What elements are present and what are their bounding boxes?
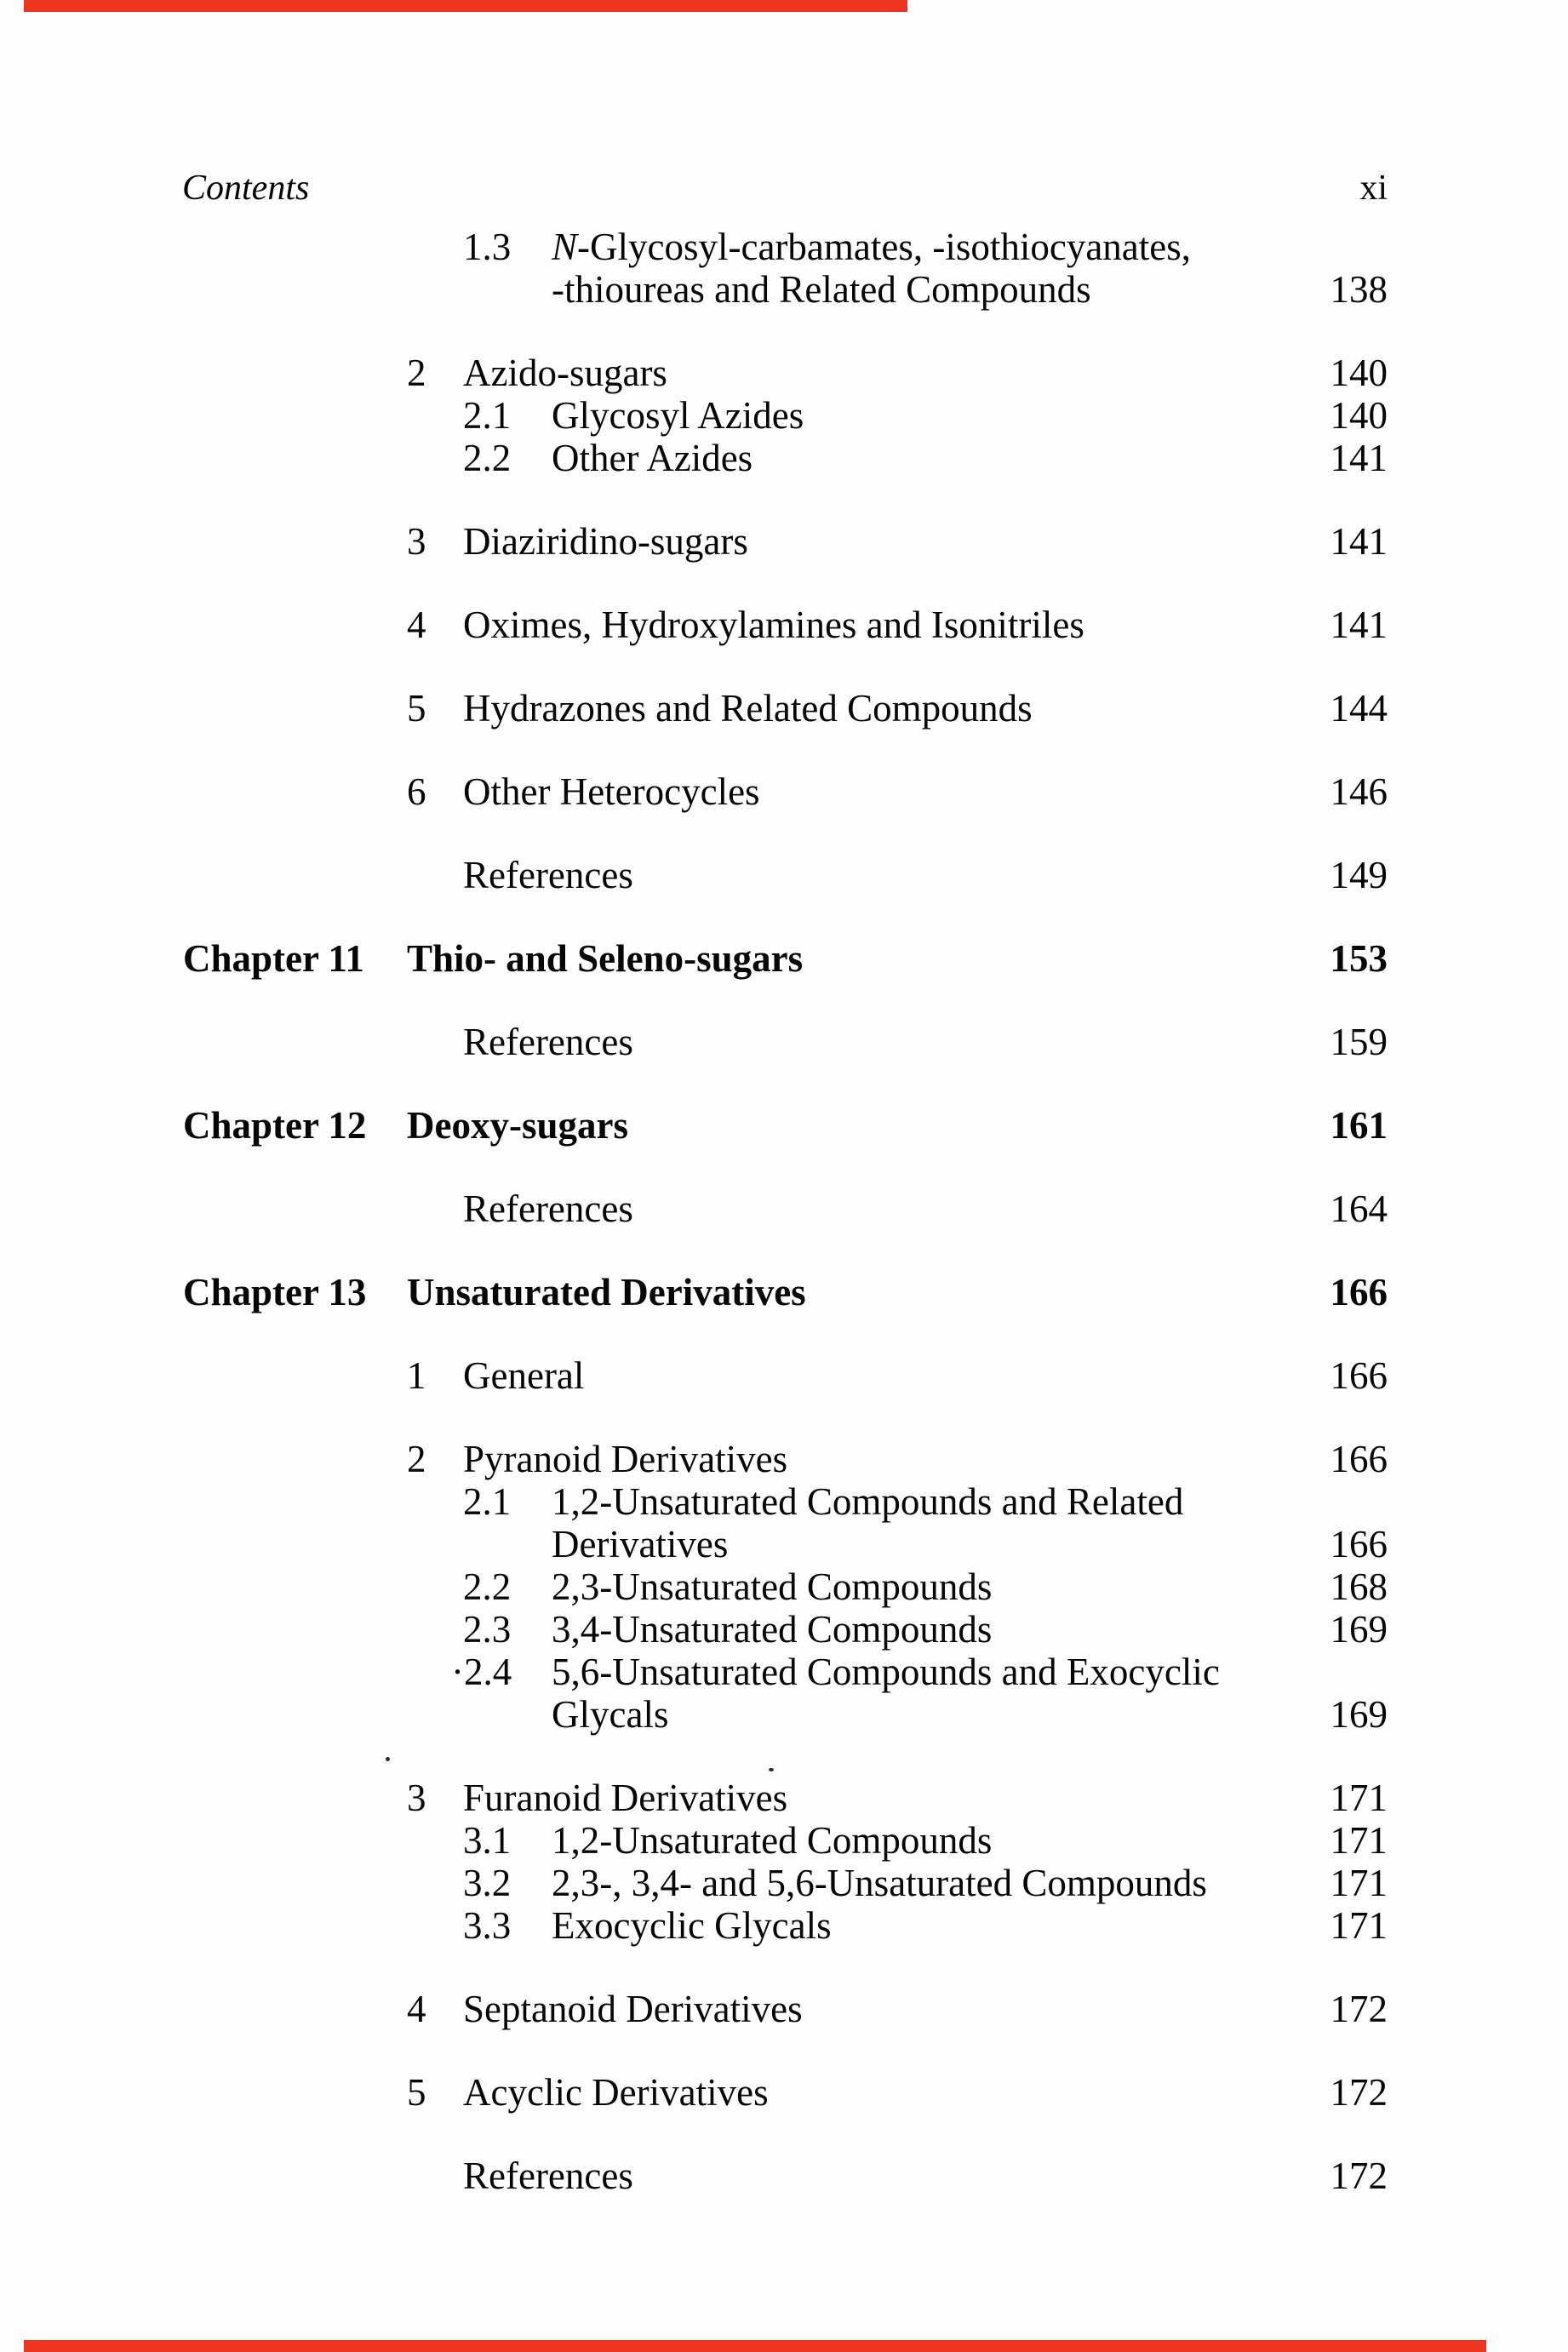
toc-row	[0, 2071, 1568, 2118]
toc-section-number: 4	[407, 1988, 426, 2030]
toc-section-number: 3	[407, 520, 426, 563]
toc-chapter-title: Thio- and Seleno-sugars	[407, 937, 804, 980]
toc-page-number: 166	[1330, 1271, 1388, 1313]
toc-page-number: 169	[1330, 1693, 1388, 1736]
toc-entry-title: Oximes, Hydroxylamines and Isonitriles	[463, 604, 1084, 646]
toc-entry-title-continued: Derivatives	[552, 1523, 729, 1565]
toc-page-number: 141	[1330, 437, 1388, 479]
toc-page-number: 138	[1330, 268, 1388, 311]
italic-lead: N	[552, 226, 578, 268]
title-text: -Glycosyl-carbamates, -isothiocyanates,	[577, 226, 1192, 268]
toc-entry-title-continued: -thioureas and Related Compounds	[552, 268, 1091, 311]
toc-entry-title: 3,4-Unsaturated Compounds	[552, 1608, 993, 1651]
toc-page-number: 166	[1330, 1354, 1388, 1397]
toc-page-number: 166	[1330, 1438, 1388, 1480]
toc-row	[0, 394, 1568, 441]
toc-row	[0, 1693, 1568, 1740]
toc-chapter-row	[0, 937, 1568, 984]
toc-entry-title: 1,2-Unsaturated Compounds	[552, 1819, 993, 1862]
toc-subsection-number: 2.1	[463, 1480, 512, 1523]
toc-chapter-row	[0, 1273, 1568, 1318]
toc-subsection-number: 2.1	[463, 394, 512, 437]
page-number-roman: xi	[1359, 169, 1388, 208]
toc-page-number: 140	[1330, 352, 1388, 394]
toc-page-number: 164	[1330, 1187, 1388, 1230]
toc-section-number: 6	[407, 770, 426, 813]
toc-references-label: References	[463, 854, 633, 896]
toc-page-number: 141	[1330, 604, 1388, 646]
toc-references-label: References	[463, 2155, 633, 2197]
toc-subsection-number: 1.3	[463, 226, 512, 268]
toc-row	[0, 1565, 1568, 1612]
toc-subsection-number: 3.1	[463, 1819, 512, 1862]
toc-entry-title: Azido-sugars	[463, 352, 667, 394]
toc-row	[0, 1525, 1568, 1570]
toc-section-number: 3	[407, 1777, 426, 1819]
toc-row	[0, 1864, 1568, 1908]
toc-row	[0, 1440, 1568, 1485]
toc-row	[0, 1653, 1568, 1697]
toc-row	[0, 1023, 1568, 1067]
toc-entry-title: 2,3-, 3,4- and 5,6-Unsaturated Compounds	[552, 1862, 1207, 1904]
toc-page-number: 144	[1330, 687, 1388, 730]
toc-row	[0, 606, 1568, 650]
toc-page-number: 171	[1330, 1777, 1388, 1819]
toc-subsection-number: ·2.4	[451, 1651, 512, 1693]
toc-subsection-number: 3.3	[463, 1904, 512, 1947]
toc-row	[0, 354, 1568, 398]
running-head-contents: Contents	[182, 169, 310, 208]
toc-page-number: 171	[1330, 1819, 1388, 1862]
toc-entry-title: 2,3-Unsaturated Compounds	[552, 1565, 993, 1608]
toc-section-number: 4	[407, 604, 426, 646]
toc-chapter-label: Chapter 12	[183, 1104, 367, 1147]
toc-page-number: 140	[1330, 394, 1388, 437]
toc-row	[0, 1819, 1568, 1866]
toc-page-number: 172	[1330, 2071, 1388, 2114]
toc-chapter-title: Unsaturated Derivatives	[407, 1271, 806, 1313]
toc-row	[0, 1904, 1568, 1951]
toc-entry-title: Pyranoid Derivatives	[463, 1438, 788, 1480]
toc-row	[0, 687, 1568, 734]
toc-entry-title: Hydrazones and Related Compounds	[463, 687, 1033, 730]
toc-entry-title: Septanoid Derivatives	[463, 1988, 803, 2030]
toc-page-number: 172	[1330, 2155, 1388, 2197]
toc-section-number: 5	[407, 2071, 426, 2114]
toc-chapter-label: Chapter 11	[183, 937, 364, 980]
toc-row	[0, 1187, 1568, 1234]
scan-speck	[386, 1757, 390, 1761]
toc-chapter-title: Deoxy-sugars	[407, 1104, 628, 1147]
toc-entry-title: Furanoid Derivatives	[463, 1777, 788, 1819]
toc-page-number: 168	[1330, 1565, 1388, 1608]
toc-chapter-label: Chapter 13	[183, 1271, 367, 1313]
toc-row	[0, 1779, 1568, 1823]
toc-entry-title: Acyclic Derivatives	[463, 2071, 769, 2114]
toc-page-number: 159	[1330, 1021, 1388, 1063]
toc-subsection-number: 3.2	[463, 1862, 512, 1904]
toc-entry-title: 1,2-Unsaturated Compounds and Related	[552, 1480, 1184, 1523]
toc-section-number: 2	[407, 352, 426, 394]
toc-row	[0, 856, 1568, 901]
toc-row	[0, 1480, 1568, 1527]
toc-page-number: 161	[1330, 1104, 1388, 1147]
toc-page-number: 153	[1330, 937, 1388, 980]
scan-speck	[769, 1768, 774, 1771]
toc-page-number: 166	[1330, 1523, 1388, 1565]
toc-entry-title: 5,6-Unsaturated Compounds and Exocyclic	[552, 1651, 1220, 1693]
toc-section-number: 1	[407, 1354, 426, 1397]
toc-page-number: 169	[1330, 1608, 1388, 1651]
toc-entry-title: Diaziridino-sugars	[463, 520, 748, 563]
toc-row	[0, 520, 1568, 567]
toc-page-number: 149	[1330, 854, 1388, 896]
toc-row	[0, 439, 1568, 484]
toc-entry-title: Other Azides	[552, 437, 753, 479]
toc-row	[0, 770, 1568, 817]
toc-entry-title	[552, 228, 1191, 266]
toc-section-number: 5	[407, 687, 426, 730]
toc-entry-title: General	[463, 1354, 585, 1397]
toc-entry-title: Glycosyl Azides	[552, 394, 804, 437]
toc-page-number: 146	[1330, 770, 1388, 813]
toc-entry-title-continued: Glycals	[552, 1693, 669, 1736]
toc-row	[0, 268, 1568, 315]
toc-page-number: 172	[1330, 1988, 1388, 2030]
toc-page-number: 141	[1330, 520, 1388, 563]
toc-page-number: 171	[1330, 1904, 1388, 1947]
toc-row	[0, 1990, 1568, 2034]
toc-subsection-number: 2.2	[463, 437, 512, 479]
toc-entry-title: Other Heterocycles	[463, 770, 760, 813]
toc-row	[0, 1354, 1568, 1401]
toc-chapter-row	[0, 1104, 1568, 1151]
toc-row	[0, 1608, 1568, 1655]
toc-references-label: References	[463, 1021, 633, 1063]
toc-row	[0, 228, 1568, 272]
toc-subsection-number: 2.3	[463, 1608, 512, 1651]
toc-page-number: 171	[1330, 1862, 1388, 1904]
toc-entry-title: Exocyclic Glycals	[552, 1904, 832, 1947]
toc-row	[0, 2157, 1568, 2201]
toc-section-number: 2	[407, 1438, 426, 1480]
toc-references-label: References	[463, 1187, 633, 1230]
toc-subsection-number: 2.2	[463, 1565, 512, 1608]
